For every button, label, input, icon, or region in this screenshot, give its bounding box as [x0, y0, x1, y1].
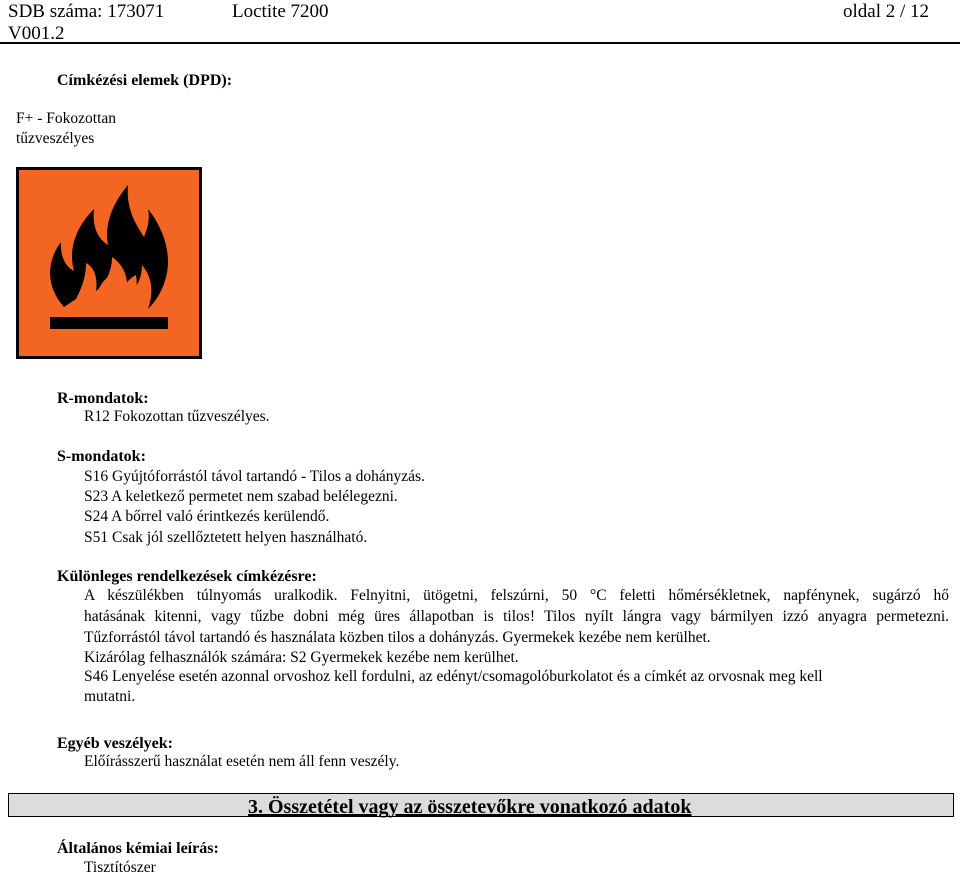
version: V001.2	[8, 23, 65, 44]
other-hazards-heading: Egyéb veszélyek:	[57, 735, 173, 752]
flame-icon	[16, 167, 202, 359]
flame-pictogram	[16, 167, 202, 359]
r-phrase-item: R12 Fokozottan tűzveszélyes.	[84, 408, 270, 425]
special-line: mutatni.	[84, 688, 136, 705]
symbol-code-line2: tűzveszélyes	[16, 130, 95, 147]
s-phrase-item: S51 Csak jól szellőztetett helyen használható.	[84, 529, 368, 546]
general-chem-text: Tisztítószer	[84, 859, 156, 876]
page-number: oldal 2 / 12	[843, 1, 930, 22]
special-line: hatásának kitenni, vagy tűzbe dobni még üres állapotban is tilos! Tilos nyílt lángra vagy bármilyen izzó anyagra permetezni.	[84, 608, 949, 625]
r-phrases-heading: R-mondatok:	[57, 390, 149, 407]
labelling-heading: Címkézési elemek (DPD):	[57, 72, 233, 89]
sdb-number: SDB száma: 173071	[8, 1, 165, 22]
s-phrase-item: S24 A bőrrel való érintkezés kerülendő.	[84, 508, 330, 525]
special-line: Tűzforrástól távol tartandó és használata közben tilos a dohányzás. Gyermekek kezébe nem kerülhet.	[84, 629, 711, 646]
symbol-code-line1: F+ - Fokozottan	[16, 110, 117, 127]
other-hazards-text: Előírásszerű használat esetén nem áll fenn veszély.	[84, 753, 400, 770]
s-phrase-item: S16 Gyújtóforrástól távol tartandó - Tilos a dohányzás.	[84, 468, 425, 485]
s-phrases-heading: S-mondatok:	[57, 448, 146, 465]
general-chem-heading: Általános kémiai leírás:	[57, 840, 219, 857]
special-heading: Különleges rendelkezések címkézésre:	[57, 568, 317, 585]
section-3-title: 3. Összetétel vagy az összetevőkre vonatkozó adatok	[248, 796, 692, 818]
special-line: A készülékben túlnyomás uralkodik. Felnyitni, ütögetni, felszúrni, 50 °C feletti hőmérsékletnek, napfénynek, sugárzó hő	[84, 587, 949, 604]
header-rule	[0, 42, 960, 44]
special-line: S46 Lenyelése esetén azonnal orvoshoz kell fordulni, az edényt/csomagolóburkolatot és a címkét az orvosnak meg kell	[84, 668, 823, 685]
product-name: Loctite 7200	[232, 1, 329, 22]
special-line: Kizárólag felhasználók számára: S2 Gyermekek kezébe nem kerülhet.	[84, 649, 519, 666]
s-phrase-item: S23 A keletkező permetet nem szabad belélegezni.	[84, 488, 398, 505]
